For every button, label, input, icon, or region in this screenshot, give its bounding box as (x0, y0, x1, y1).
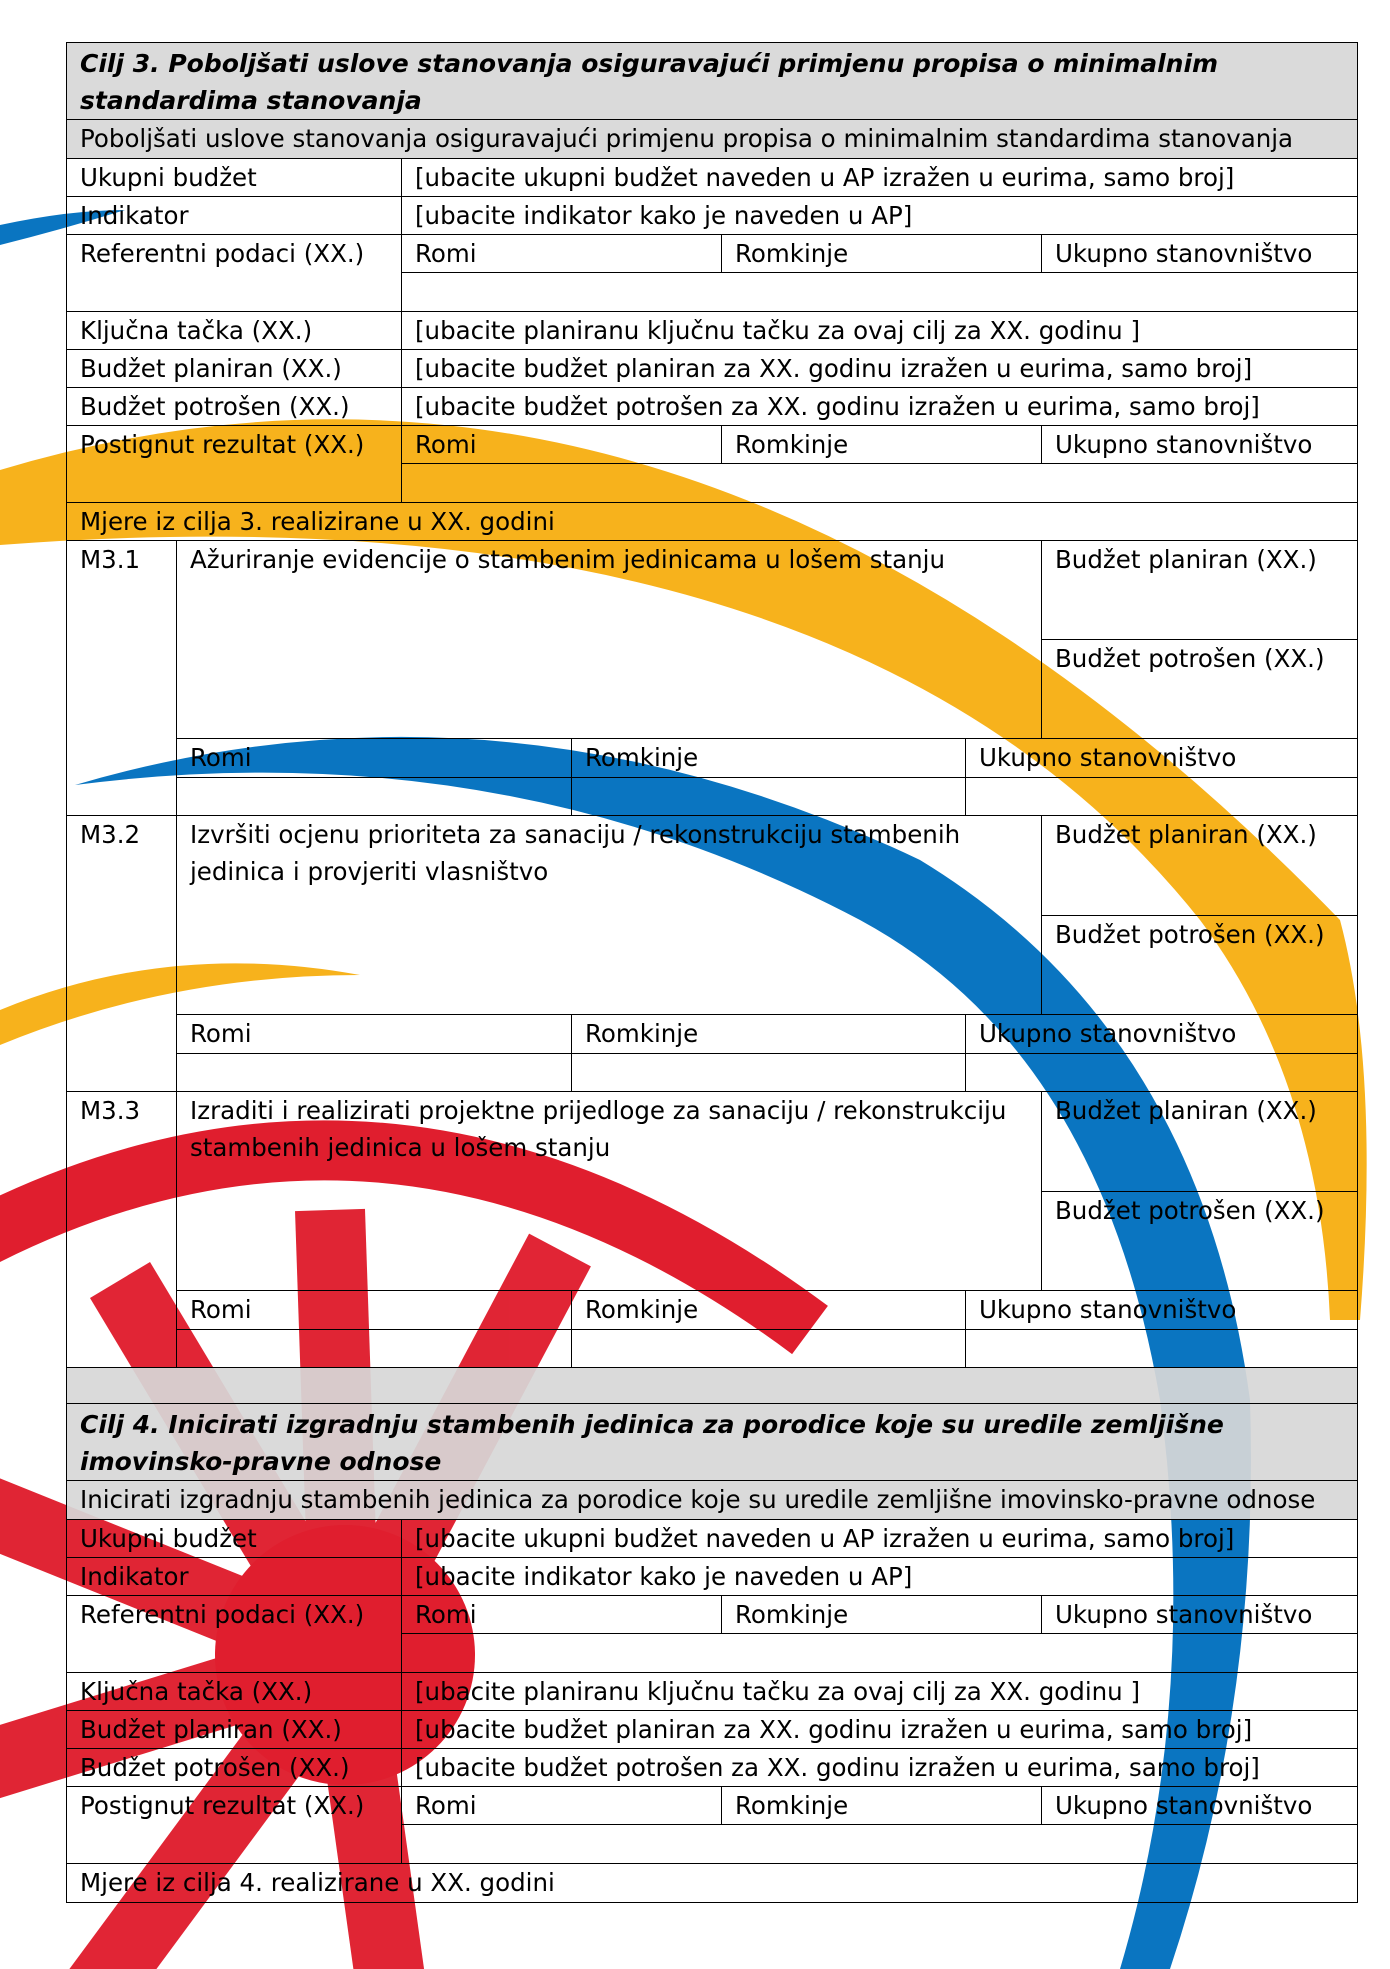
total-budget-label: Ukupni budžet (66, 158, 402, 197)
indicator-label: Indikator (66, 196, 402, 235)
result-value-field[interactable] (401, 1824, 1358, 1864)
measure-budget-planned[interactable]: Budžet planiran (XX.) (1041, 815, 1358, 916)
measure-budget-planned[interactable]: Budžet planiran (XX.) (1041, 1091, 1358, 1192)
budget-spent-field[interactable]: [ubacite budžet potrošen za XX. godinu izražen u eurima, samo broj] (401, 1748, 1358, 1787)
baseline-total-header: Ukupno stanovništvo (1041, 1595, 1358, 1634)
measure-total-header: Ukupno stanovništvo (965, 1290, 1358, 1330)
measure-roma-men-header: Romi (176, 738, 572, 778)
measure-roma-men-field[interactable] (176, 777, 572, 816)
indicator-field[interactable]: [ubacite indikator kako je naveden u AP] (401, 196, 1358, 235)
report-form (66, 42, 1358, 1912)
measure-total-field[interactable] (965, 777, 1358, 816)
result-label: Postignut rezultat (XX.) (66, 1786, 402, 1864)
measure-budget-spent[interactable]: Budžet potrošen (XX.) (1041, 639, 1358, 739)
goal-3-title: Cilj 3. Poboljšati uslove stanovanja osiguravajući primjenu propisa o minimalnim standardima stanovanja (66, 42, 1358, 120)
goal-4-subtitle: Inicirati izgradnju stambenih jedinica za porodice koje su uredile zemljišne imovinsko-pravne odnose (66, 1480, 1358, 1520)
indicator-field[interactable]: [ubacite indikator kako je naveden u AP] (401, 1557, 1358, 1596)
measure-roma-women-header: Romkinje (571, 1014, 966, 1054)
baseline-value-field[interactable] (401, 272, 1358, 312)
total-budget-field[interactable]: [ubacite ukupni budžet naveden u AP izražen u eurima, samo broj] (401, 158, 1358, 197)
measure-roma-men-header: Romi (176, 1014, 572, 1054)
goal-4-title: Cilj 4. Inicirati izgradnju stambenih jedinica za porodice koje su uredile zemljišne imovinsko-pravne odnose (66, 1403, 1358, 1481)
baseline-roma-men-header: Romi (401, 234, 722, 273)
budget-planned-label: Budžet planiran (XX.) (66, 1710, 402, 1749)
milestone-label: Ključna tačka (XX.) (66, 1672, 402, 1711)
result-value-field[interactable] (401, 463, 1358, 503)
section-separator (66, 1367, 1358, 1404)
measure-roma-women-field[interactable] (571, 1329, 966, 1368)
total-budget-field[interactable]: [ubacite ukupni budžet naveden u AP izražen u eurima, samo broj] (401, 1519, 1358, 1558)
measure-roma-women-field[interactable] (571, 777, 966, 816)
measure-roma-women-header: Romkinje (571, 1290, 966, 1330)
measure-code: M3.3 (66, 1091, 177, 1368)
measure-roma-men-field[interactable] (176, 1329, 572, 1368)
goal-3-subtitle: Poboljšati uslove stanovanja osiguravajući primjenu propisa o minimalnim standardima stanovanja (66, 119, 1358, 159)
measures-heading: Mjere iz cilja 4. realizirane u XX. godini (66, 1863, 1358, 1903)
baseline-label: Referentni podaci (XX.) (66, 234, 402, 312)
baseline-value-field[interactable] (401, 1633, 1358, 1673)
measure-code: M3.1 (66, 540, 177, 816)
result-label: Postignut rezultat (XX.) (66, 425, 402, 503)
result-roma-men-header: Romi (401, 425, 722, 464)
milestone-field[interactable]: [ubacite planiranu ključnu tačku za ovaj cilj za XX. godinu ] (401, 311, 1358, 350)
result-roma-women-header: Romkinje (721, 425, 1042, 464)
measure-budget-spent[interactable]: Budžet potrošen (XX.) (1041, 1191, 1358, 1291)
measure-total-header: Ukupno stanovništvo (965, 738, 1358, 778)
budget-planned-field[interactable]: [ubacite budžet planiran za XX. godinu izražen u eurima, samo broj] (401, 1710, 1358, 1749)
budget-spent-label: Budžet potrošen (XX.) (66, 387, 402, 426)
measure-budget-planned[interactable]: Budžet planiran (XX.) (1041, 540, 1358, 640)
measure-total-field[interactable] (965, 1329, 1358, 1368)
measure-roma-women-field[interactable] (571, 1053, 966, 1092)
measure-description: Ažuriranje evidencije o stambenim jedinicama u lošem stanju (176, 540, 1042, 739)
measure-code: M3.2 (66, 815, 177, 1092)
milestone-field[interactable]: [ubacite planiranu ključnu tačku za ovaj cilj za XX. godinu ] (401, 1672, 1358, 1711)
measure-total-header: Ukupno stanovništvo (965, 1014, 1358, 1054)
measure-roma-men-field[interactable] (176, 1053, 572, 1092)
measure-total-field[interactable] (965, 1053, 1358, 1092)
baseline-roma-women-header: Romkinje (721, 234, 1042, 273)
total-budget-label: Ukupni budžet (66, 1519, 402, 1558)
result-roma-women-header: Romkinje (721, 1786, 1042, 1825)
measure-description: Izvršiti ocjenu prioriteta za sanaciju / rekonstrukciju stambenih jedinica i provjeriti vlasništvo (176, 815, 1042, 1015)
budget-planned-field[interactable]: [ubacite budžet planiran za XX. godinu izražen u eurima, samo broj] (401, 349, 1358, 388)
baseline-total-header: Ukupno stanovništvo (1041, 234, 1358, 273)
budget-spent-field[interactable]: [ubacite budžet potrošen za XX. godinu izražen u eurima, samo broj] (401, 387, 1358, 426)
budget-planned-label: Budžet planiran (XX.) (66, 349, 402, 388)
budget-spent-label: Budžet potrošen (XX.) (66, 1748, 402, 1787)
measure-description: Izraditi i realizirati projektne prijedloge za sanaciju / rekonstrukciju stambenih jedinica u lošem stanju (176, 1091, 1042, 1291)
measures-heading: Mjere iz cilja 3. realizirane u XX. godini (66, 502, 1358, 541)
measure-budget-spent[interactable]: Budžet potrošen (XX.) (1041, 915, 1358, 1015)
result-roma-men-header: Romi (401, 1786, 722, 1825)
result-total-header: Ukupno stanovništvo (1041, 1786, 1358, 1825)
measure-roma-men-header: Romi (176, 1290, 572, 1330)
baseline-roma-men-header: Romi (401, 1595, 722, 1634)
milestone-label: Ključna tačka (XX.) (66, 311, 402, 350)
measure-roma-women-header: Romkinje (571, 738, 966, 778)
baseline-label: Referentni podaci (XX.) (66, 1595, 402, 1673)
result-total-header: Ukupno stanovništvo (1041, 425, 1358, 464)
indicator-label: Indikator (66, 1557, 402, 1596)
baseline-roma-women-header: Romkinje (721, 1595, 1042, 1634)
